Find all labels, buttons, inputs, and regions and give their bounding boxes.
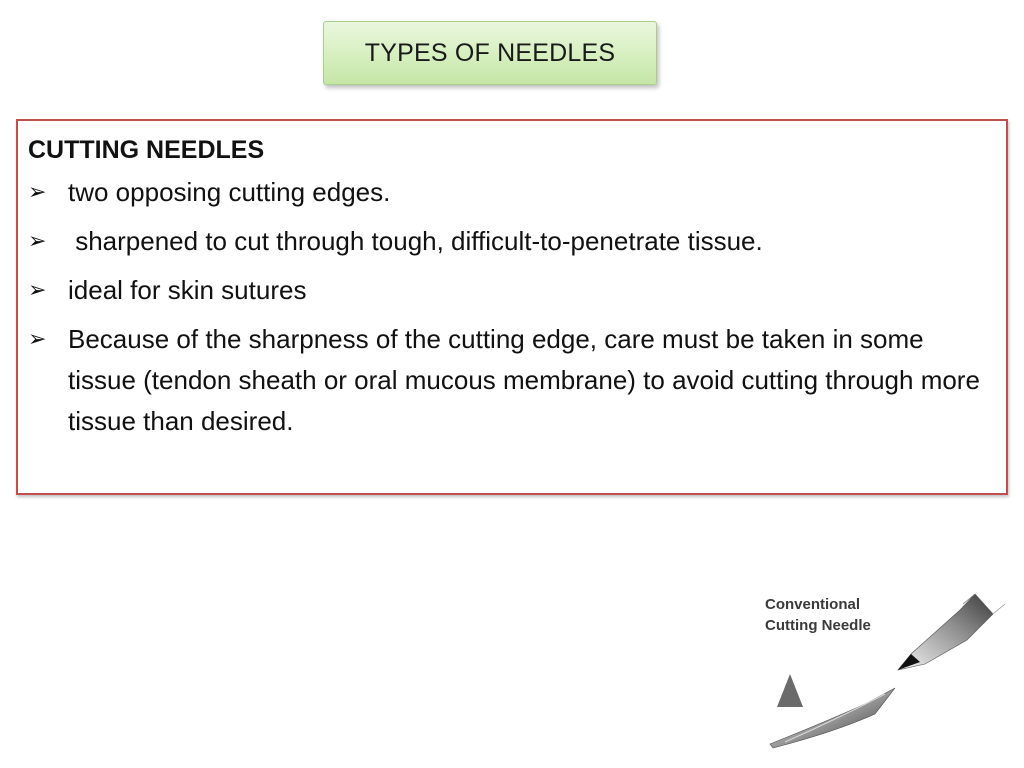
needle-illustration [755,582,1005,752]
bullet-text: two opposing cutting edges. [68,177,391,207]
bullet-item [28,270,990,311]
arrow-bullet-icon: ➢ [28,180,47,205]
bullet-item [28,172,990,213]
figure-caption-line: Conventional [765,596,861,613]
arrow-bullet-icon: ➢ [28,229,47,254]
arrow-bullet-icon: ➢ [28,327,47,352]
figure-caption [765,594,871,636]
bullet-text: sharpened to cut through tough, difficult-to-penetrate tissue. [68,226,763,256]
slide-title: TYPES OF NEEDLES [364,38,616,67]
upper-needle-icon [898,594,1005,670]
bullet-item [28,221,990,262]
content-box [16,119,1008,495]
bullet-text: ideal for skin sutures [68,275,307,305]
section-heading: CUTTING NEEDLES [28,136,265,164]
bullet-item [28,319,990,442]
bullet-text: Because of the sharpness of the cutting edge, care must be taken in some tissue (tendon sheath or oral mucous membrane) to avoid cutting through more tissue than desired. [68,324,980,436]
title-box [323,21,657,85]
figure-caption-line: Cutting Needle [765,617,871,634]
arrow-bullet-icon: ➢ [28,278,47,303]
cross-section-icon [777,674,803,707]
bullet-list [28,172,990,442]
